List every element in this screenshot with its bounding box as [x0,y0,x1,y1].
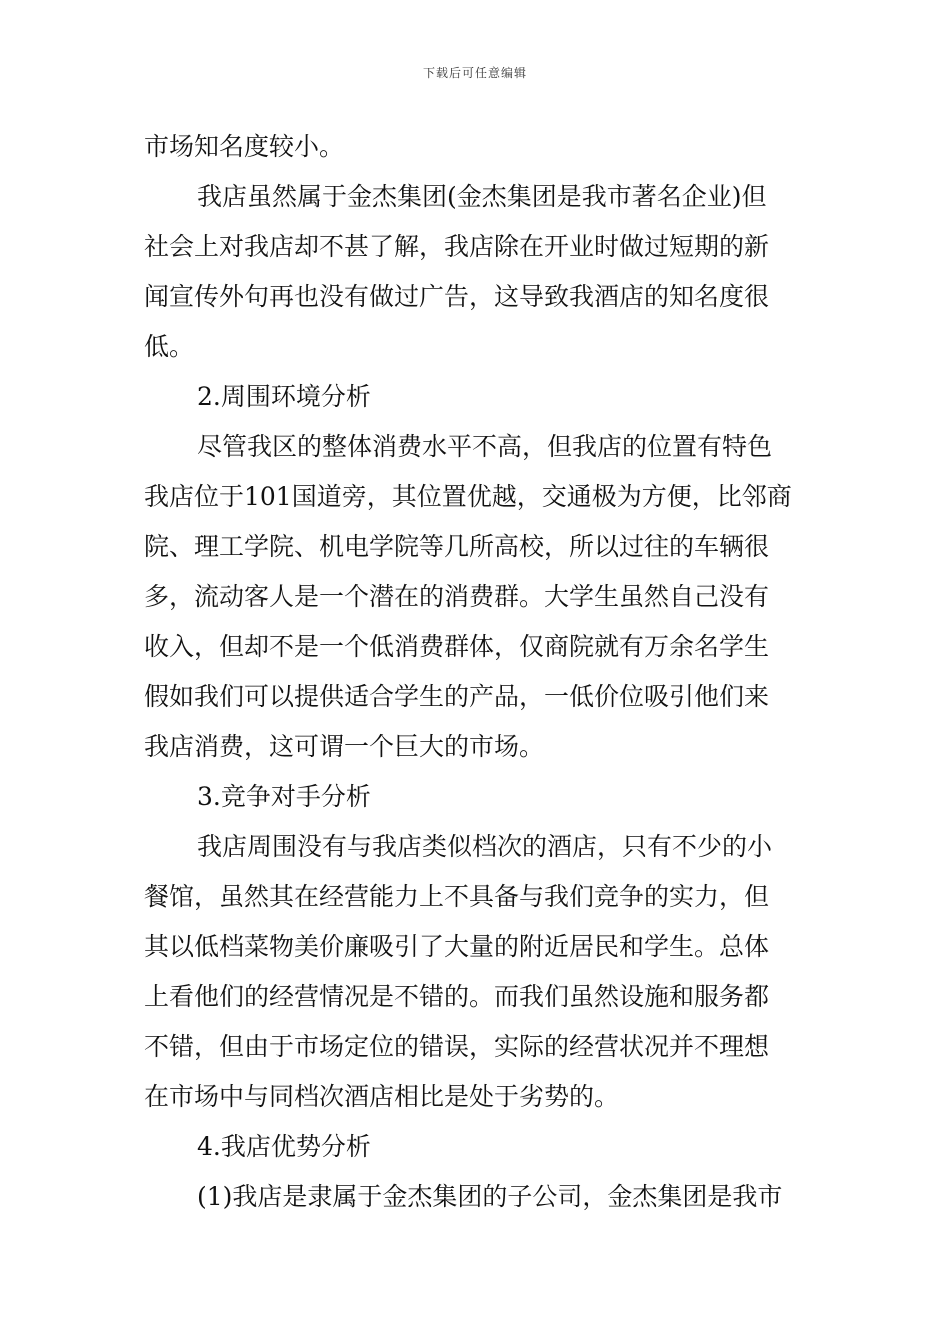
text-line: 社会上对我店却不甚了解，我店除在开业时做过短期的新 [144,232,770,261]
text-line: 闻宣传外句再也没有做过广告，这导致我酒店的知名度很 [144,282,770,311]
text-line: 其以低档菜物美价廉吸引了大量的附近居民和学生。总体 [144,932,770,961]
text-line: 我店周围没有与我店类似档次的酒店，只有不少的小 [197,832,773,861]
document-body [144,122,814,1222]
text-line: 4.我店优势分析 [197,1132,371,1161]
text-line: 餐馆，虽然其在经营能力上不具备与我们竞争的实力，但 [144,882,770,911]
text-line: 2.周围环境分析 [197,382,371,411]
text-line: (1)我店是隶属于金杰集团的子公司，金杰集团是我市 [197,1182,783,1211]
text-line: 市场知名度较小。 [144,132,345,161]
text-line: 我店消费，这可谓一个巨大的市场。 [144,732,545,761]
text-line: 多，流动客人是一个潜在的消费群。大学生虽然自己没有 [144,582,770,611]
text-line: 3.竞争对手分析 [197,782,371,811]
text-line: 收入，但却不是一个低消费群体，仅商院就有万余名学生 [144,632,770,661]
text-line: 我店位于101国道旁，其位置优越，交通极为方便，比邻商 [144,482,792,511]
text-line: 低。 [144,332,195,361]
text-line: 上看他们的经营情况是不错的。而我们虽然设施和服务都 [144,982,770,1011]
text-line: 在市场中与同档次酒店相比是处于劣势的。 [144,1082,620,1111]
page-header: 下载后可任意编辑 [422,66,527,80]
text-line: 不错，但由于市场定位的错误，实际的经营状况并不理想 [144,1032,770,1061]
text-line: 尽管我区的整体消费水平不高，但我店的位置有特色 [197,432,773,461]
text-line: 假如我们可以提供适合学生的产品，一低价位吸引他们来 [144,682,770,711]
text-line: 院、理工学院、机电学院等几所高校，所以过往的车辆很 [144,532,770,561]
text-line: 我店虽然属于金杰集团(金杰集团是我市著名企业)但 [197,182,767,211]
